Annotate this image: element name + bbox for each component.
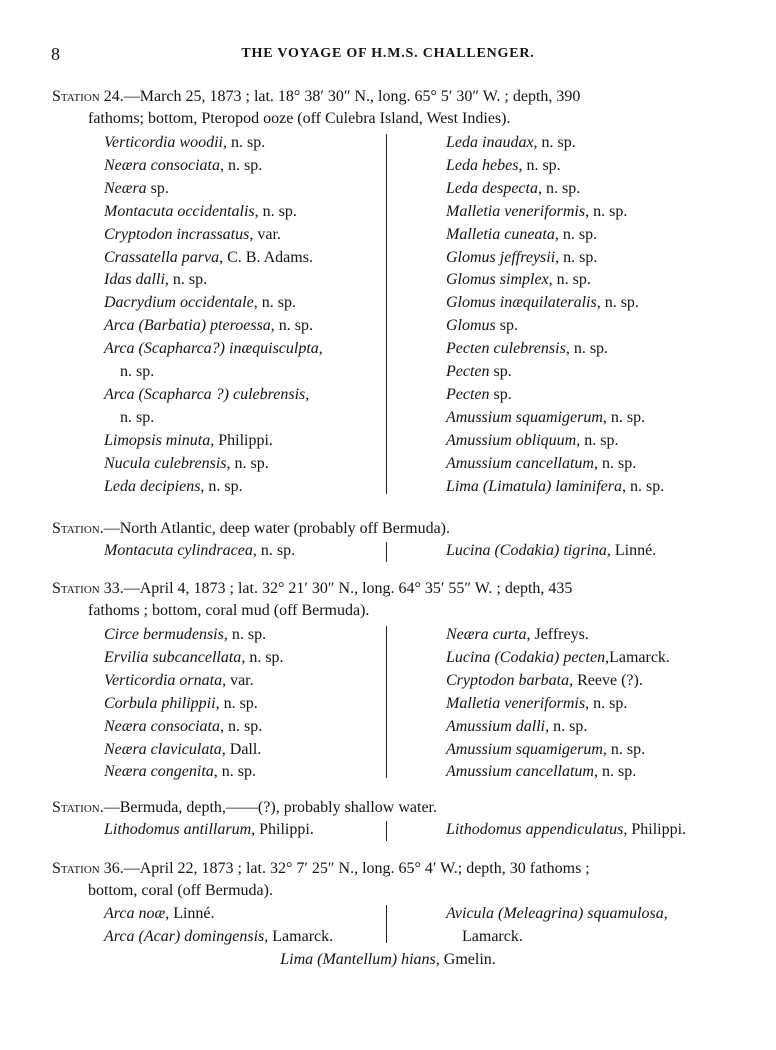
species-name: Glomus: [446, 317, 496, 335]
species-column-right: [446, 903, 668, 949]
station-heading: [0, 578, 776, 622]
species-name: Cryptodon barbata: [446, 671, 570, 689]
species-name: Neæra curta: [446, 626, 527, 643]
species-authority: ,Lamarck.: [605, 648, 670, 666]
species-authority: , n. sp.: [215, 694, 258, 712]
species-name: Amussium cancellatum: [446, 454, 594, 472]
species-entry: [104, 224, 323, 247]
species-entry: [446, 430, 664, 453]
species-name: Leda hebes: [446, 156, 519, 174]
species-name: Arca (Acar) domingensis: [104, 927, 265, 945]
species-entry: [104, 624, 284, 647]
species-entry: [104, 178, 323, 201]
species-name: Crassatella parva: [104, 248, 220, 266]
species-name: Pecten: [446, 363, 490, 381]
species-authority: n. sp.: [120, 363, 155, 381]
species-authority: , n. sp.: [585, 694, 628, 712]
species-name: Neæra: [104, 179, 147, 197]
species-name: Lucina (Codakia) pecten: [446, 648, 606, 666]
species-column-left: [104, 903, 333, 949]
species-authority: Lamarck.: [462, 927, 523, 945]
station-number: .: [99, 799, 104, 816]
station-number: 33.: [99, 580, 124, 597]
species-authority: , Jeffreys.: [526, 626, 589, 643]
species-name: Amussium squamigerum: [446, 740, 603, 758]
station-number: 36.: [99, 860, 124, 877]
species-entry: [104, 647, 284, 670]
station-block: [0, 578, 776, 622]
species-authority: , n. sp.: [253, 294, 296, 312]
species-name: Malletia veneriformis: [446, 202, 586, 220]
page-header: [0, 44, 776, 68]
species-authority: , n. sp.: [226, 454, 269, 472]
species-name: Dacrydium occidentale: [104, 294, 254, 312]
station-heading-line1: [0, 858, 776, 880]
species-authority: , Lamarck.: [264, 927, 334, 945]
species-name: Corbula philippii: [104, 694, 216, 712]
species-name: Leda inaudax: [446, 134, 534, 151]
species-entry: [446, 476, 664, 499]
species-name: Cryptodon incrassatus: [104, 225, 250, 243]
species-name: Arca noæ: [104, 905, 166, 922]
species-entry: [104, 670, 284, 693]
species-authority: sp.: [495, 317, 519, 335]
species-entry: [446, 155, 664, 178]
station-heading: [0, 858, 776, 902]
species-entry: [446, 132, 664, 155]
species-name: Verticordia woodii: [104, 134, 223, 151]
species-authority: , Philippi.: [623, 821, 687, 838]
species-authority: , Linné.: [165, 905, 215, 922]
species-entry: [104, 292, 323, 315]
species-entry: [104, 155, 323, 178]
species-name: Arca (Scapharca ?) culebrensis: [104, 385, 306, 403]
station-heading: [0, 518, 776, 540]
species-name: Limopsis minuta: [104, 431, 211, 449]
species-authority: , n. sp.: [537, 179, 581, 197]
species-authority: , n. sp.: [554, 225, 598, 243]
species-column-left: [104, 132, 323, 499]
station-label: Station: [52, 88, 100, 105]
species-authority: , n. sp.: [555, 248, 598, 266]
species-authority: , n. sp.: [241, 648, 284, 666]
species-name: Neæra consociata: [104, 156, 220, 174]
station-label: Station: [52, 580, 100, 597]
station-block: [0, 518, 776, 540]
species-entry: [104, 761, 284, 784]
species-entry: [446, 647, 670, 670]
species-entry: [104, 716, 284, 739]
species-entry: [104, 453, 323, 476]
species-entry: [446, 407, 664, 430]
species-entry: [104, 384, 323, 407]
species-name: Glomus jeffreysii: [446, 248, 556, 266]
species-name: Arca (Barbatia) pteroessa: [104, 317, 271, 335]
species-entry: [446, 247, 664, 270]
station-number: .: [99, 520, 104, 537]
species-footer-line: [0, 949, 776, 972]
species-authority: , n. sp.: [223, 626, 267, 643]
species-entry: [446, 540, 656, 563]
column-divider: [386, 905, 387, 943]
species-name: Circe bermudensis: [104, 626, 224, 643]
column-divider: [386, 134, 387, 494]
species-entry: [104, 430, 323, 453]
species-authority: , n. sp.: [164, 271, 208, 289]
species-entry: [104, 819, 314, 842]
species-authority: , n. sp.: [270, 317, 314, 335]
station-heading-line1: [0, 797, 776, 819]
station-heading: [0, 797, 776, 819]
species-entry: [104, 903, 333, 926]
species-authority: , var.: [249, 225, 281, 243]
running-head: THE VOYAGE OF H.M.S. CHALLENGER.: [241, 46, 535, 61]
species-column-left: [104, 819, 314, 842]
species-authority: , n. sp.: [545, 717, 588, 735]
station-label: Station: [52, 799, 100, 816]
species-entry: [104, 132, 323, 155]
species-name: Lima (Limatula) laminifera: [446, 477, 623, 495]
species-name: Lithodomus antillarum: [104, 821, 252, 838]
species-name: Amussium dalli: [446, 717, 546, 735]
species-name: Idas dalli: [104, 271, 165, 289]
species-authority: , n. sp.: [533, 134, 576, 151]
page-number: 8: [51, 44, 60, 64]
species-entry: [446, 315, 664, 338]
species-authority: , var.: [222, 671, 254, 689]
species-authority: ,: [663, 905, 668, 922]
species-authority: , n. sp.: [518, 156, 561, 174]
species-entry: [446, 201, 664, 224]
species-entry: [104, 540, 295, 563]
station-block: [0, 86, 776, 130]
species-name: Lucina (Codakia) tigrina: [446, 542, 607, 559]
species-entry: [446, 624, 670, 647]
station-heading-line1: [0, 578, 776, 600]
species-name: Lithodomus appendiculatus: [446, 821, 624, 838]
species-name: Malletia cuneata: [446, 225, 555, 243]
species-authority: n. sp.: [120, 408, 155, 426]
species-name: Pecten: [446, 385, 490, 403]
species-entry: [280, 951, 496, 968]
species-entry: [104, 269, 323, 292]
species-name: Lima (Mantellum) hians: [280, 951, 436, 968]
station-heading: [0, 86, 776, 130]
species-name: Arca (Scapharca?) inæquisculpta: [104, 340, 319, 358]
station-details: —North Atlantic, deep water (probably off Bermuda).: [103, 520, 450, 537]
species-name: Leda despecta: [446, 179, 538, 197]
species-name: Glomus inæquilateralis: [446, 294, 597, 312]
species-column-right: [446, 819, 686, 842]
species-authority: , n. sp.: [254, 202, 297, 220]
species-authority: , n. sp.: [252, 542, 296, 559]
species-name: Avicula (Meleagrina) squamulosa: [446, 905, 664, 922]
species-entry: [446, 361, 664, 384]
species-name: Neæra congenita: [104, 763, 214, 781]
station-heading-line2: fathoms; bottom, Pteropod ooze (off Culebra Island, West Indies).: [88, 110, 511, 127]
species-authority: sp.: [489, 363, 512, 381]
species-entry: [104, 476, 323, 499]
species-authority: , n. sp.: [602, 408, 646, 426]
station-details: —April 4, 1873 ; lat. 32° 21′ 30″ N., long. 64° 35′ 55″ W. ; depth, 435: [123, 580, 573, 597]
species-name: Neæra claviculata: [104, 740, 222, 758]
species-authority: , n. sp.: [622, 477, 665, 495]
species-entry: [104, 315, 323, 338]
species-authority: , n. sp.: [222, 134, 266, 151]
species-entry: [446, 292, 664, 315]
station-number: 24.: [99, 88, 124, 105]
column-divider: [386, 542, 387, 562]
species-authority: sp.: [146, 179, 169, 197]
station-heading-line2: fathoms ; bottom, coral mud (off Bermuda).: [88, 602, 370, 619]
species-authority: ,: [318, 340, 323, 358]
species-entry: [446, 224, 664, 247]
species-column-left: [104, 624, 284, 784]
species-authority: , Gmelin.: [435, 951, 496, 968]
species-name: Leda decipiens: [104, 477, 201, 495]
station-label: Station: [52, 520, 100, 537]
station-details: —April 22, 1873 ; lat. 32° 7′ 25″ N., long. 65° 4′ W.; depth, 30 fathoms ;: [123, 860, 590, 877]
species-column-right: [446, 132, 664, 499]
species-entry: [446, 269, 664, 292]
species-authority: ,: [305, 385, 310, 403]
species-name: Montacuta cylindracea: [104, 542, 253, 559]
station-heading-line1: [0, 518, 776, 540]
species-entry: [104, 739, 284, 762]
species-authority: , n. sp.: [596, 294, 639, 312]
species-entry: [446, 670, 670, 693]
species-entry: [446, 384, 664, 407]
species-entry: [446, 761, 670, 784]
species-entry: [446, 739, 670, 762]
species-authority: , n. sp.: [585, 202, 628, 220]
species-name: Montacuta occidentalis: [104, 202, 255, 220]
species-entry: [446, 716, 670, 739]
station-label: Station: [52, 860, 100, 877]
species-name: Nucula culebrensis: [104, 454, 227, 472]
species-authority: , Philippi.: [210, 431, 273, 449]
species-column-right: [446, 624, 670, 784]
species-name: Amussium squamigerum: [446, 408, 603, 426]
species-name: Malletia veneriformis: [446, 694, 586, 712]
species-column-left: [104, 540, 295, 563]
species-entry: [446, 453, 664, 476]
species-authority: , n. sp.: [220, 717, 263, 735]
station-details: —Bermuda, depth,——(?), probably shallow water.: [103, 799, 437, 816]
species-column-right: [446, 540, 656, 563]
species-entry: [104, 926, 333, 949]
station-heading-line1: [0, 86, 776, 108]
species-entry: [104, 338, 323, 361]
species-authority: , Reeve (?).: [569, 671, 643, 689]
station-heading-line2: bottom, coral (off Bermuda).: [88, 882, 273, 899]
species-name: Pecten culebrensis: [446, 340, 566, 358]
species-entry: [104, 361, 323, 384]
species-name: Amussium obliquum: [446, 431, 577, 449]
species-name: Glomus simplex: [446, 271, 549, 289]
column-divider: [386, 626, 387, 778]
species-entry: [446, 903, 668, 926]
species-authority: , n. sp.: [213, 763, 256, 781]
station-block: [0, 858, 776, 902]
species-authority: , n. sp.: [200, 477, 243, 495]
species-authority: , Dall.: [221, 740, 262, 758]
station-block: [0, 797, 776, 819]
species-authority: , n. sp.: [220, 156, 263, 174]
species-entry: [446, 338, 664, 361]
species-entry: [446, 819, 686, 842]
species-authority: , Philippi.: [251, 821, 314, 838]
species-entry: [104, 201, 323, 224]
species-entry: [446, 178, 664, 201]
species-entry: [446, 926, 668, 949]
species-authority: , Linné.: [606, 542, 657, 559]
species-authority: , C. B. Adams.: [219, 248, 313, 266]
species-authority: , n. sp.: [548, 271, 591, 289]
species-entry: [104, 247, 323, 270]
species-name: Ervilia subcancellata: [104, 648, 242, 666]
station-details: —March 25, 1873 ; lat. 18° 38′ 30″ N., long. 65° 5′ 30″ W. ; depth, 390: [123, 88, 581, 105]
species-name: Verticordia ornata: [104, 671, 223, 689]
species-authority: sp.: [489, 385, 512, 403]
species-entry: [104, 407, 323, 430]
species-entry: [104, 693, 284, 716]
species-authority: , n. sp.: [565, 340, 609, 358]
species-entry: [446, 693, 670, 716]
column-divider: [386, 821, 387, 841]
species-authority: , n. sp.: [593, 454, 637, 472]
species-authority: , n. sp.: [576, 431, 619, 449]
species-authority: , n. sp.: [593, 763, 637, 781]
species-name: Neæra consociata: [104, 717, 220, 735]
species-authority: , n. sp.: [602, 740, 646, 758]
species-name: Amussium cancellatum: [446, 763, 594, 781]
